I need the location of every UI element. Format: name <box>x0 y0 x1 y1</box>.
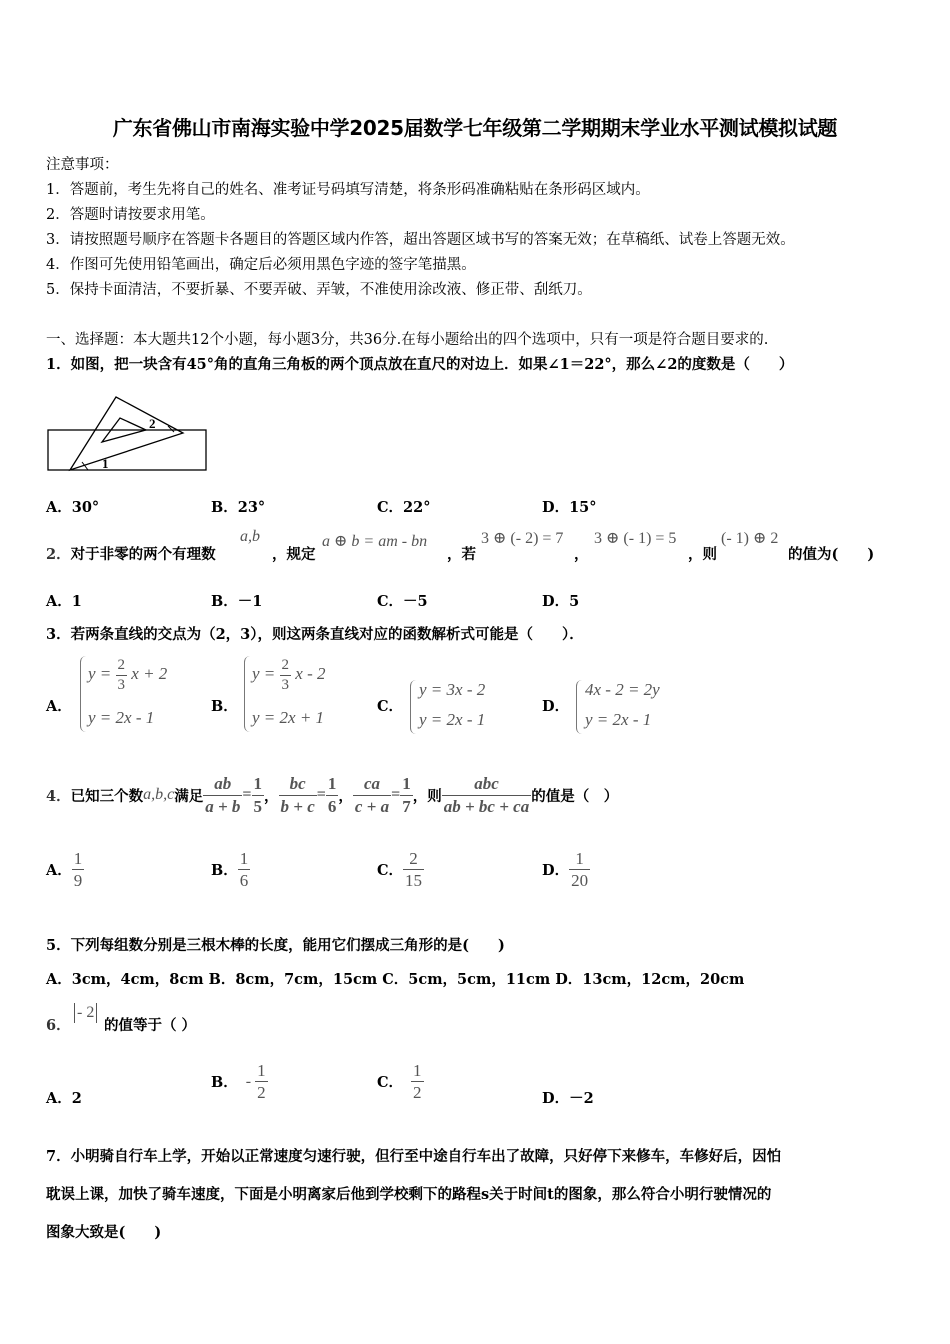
q4-option-d[interactable]: D． $\frac{1}{20}$ <box>542 849 589 891</box>
q3-a-line2: y = 2x - 1 <box>88 708 155 727</box>
triangle-outer <box>70 397 183 470</box>
q1-option-c[interactable]: C．22° <box>377 499 431 516</box>
q7-line-1: 7．小明骑自行车上学，开始以正常速度匀速行驶，但行至中途自行车出了故障，只好停下来修车，车修好后，因怕 <box>46 1148 782 1165</box>
q1-option-a[interactable]: A．30° <box>46 499 100 516</box>
notice-item-2: 2．答题时请按要求用笔。 <box>46 207 215 223</box>
q2-cond2: 3 ⊕ (- 1) = 5 <box>594 530 677 547</box>
q4-stem: 4． 已知三个数 a,b,c 满足 $\frac{ab}{a + b}$ = $\frac{1}{5}$ ， $\frac{bc}{b + c}$ = $\frac{1}{6}$ ， $\frac{ca}{c + a}$ = $\frac{1}{7}$ ，则 $\frac{\text{abc}}{ab + bc + ca}$ 的值是（ ） <box>46 774 619 816</box>
q2-text-3: ，若 <box>447 546 476 563</box>
q3-d-line1: 4x - 2 = 2y <box>585 680 660 699</box>
q6-num: 6． <box>46 1017 71 1034</box>
q2-option-c[interactable]: C．－5 <box>377 593 428 610</box>
q3-d-line2: y = 2x - 1 <box>585 710 652 729</box>
q3-option-d[interactable]: D． <box>542 698 570 715</box>
q4-frac-target: $\frac{\text{abc}}{ab + bc + ca}$ <box>443 774 530 816</box>
q1-figure <box>46 392 211 474</box>
q3-a-line1: y = $\frac{2}{3}$ x + 2 <box>88 657 168 693</box>
brace-c <box>410 680 419 734</box>
q1-stem: 1．如图，把一块含有45°角的直角三角板的两个顶点放在直尺的对边上．如果∠1＝22°，那么∠2的度数是（ ） <box>46 356 794 373</box>
q5-options[interactable]: A．3cm，4cm，8cm B．8cm，7cm，15cm C．5cm，5cm，11cm D．13cm，12cm，20cm <box>46 971 745 988</box>
notice-item-4: 4．作图可先使用铅笔画出，确定后必须用黑色字迹的签字笔描黑。 <box>46 257 476 273</box>
q4-option-a[interactable]: A． $\frac{1}{9}$ <box>46 849 83 891</box>
q1-option-b[interactable]: B．23° <box>211 499 266 516</box>
q2-text-4: ，则 <box>688 546 717 563</box>
q6-option-d[interactable]: D．－2 <box>542 1090 594 1107</box>
q5-stem: 5．下列每组数分别是三根木棒的长度，能用它们摆成三角形的是( ) <box>46 937 505 954</box>
q3-c-line1: y = 3x - 2 <box>419 680 486 699</box>
q2-sep: ， <box>574 546 589 563</box>
q3-option-a[interactable]: A． <box>46 698 72 715</box>
q2-text-5: 的值为( ) <box>788 546 875 563</box>
q2-stem: 2．对于非零的两个有理数 <box>46 546 216 563</box>
q6-abs-expr: - 2 <box>74 1003 97 1023</box>
q3-stem: 3．若两条直线的交点为（2，3），则这两条直线对应的函数解析式可能是（ ）． <box>46 626 584 643</box>
q2-cond1: 3 ⊕ (- 2) = 7 <box>481 530 564 547</box>
q4-option-b[interactable]: B． $\frac{1}{6}$ <box>211 849 249 891</box>
q4-frac-2: $\frac{bc}{b + c}$ <box>280 774 315 816</box>
q2-rule: a ⊕ b = am - bn <box>322 533 428 550</box>
q3-b-line2: y = 2x + 1 <box>252 708 325 727</box>
ruler-shape <box>48 430 206 470</box>
q3-c-line2: y = 2x - 1 <box>419 710 486 729</box>
q6-option-c[interactable]: C． $\frac{1}{2}$ <box>377 1061 422 1103</box>
notice-heading: 注意事项： <box>46 157 119 173</box>
q4-option-c[interactable]: C． $\frac{2}{15}$ <box>377 849 423 891</box>
q2-option-a[interactable]: A．1 <box>46 593 82 610</box>
brace-d <box>576 680 585 734</box>
q3-b-line1: y = $\frac{2}{3}$ x - 2 <box>252 657 326 693</box>
section-heading: 一、选择题：本大题共12个小题，每小题3分，共36分.在每小题给出的四个选项中，只有一项是符合题目要求的. <box>46 332 769 348</box>
page-title: 广东省佛山市南海实验中学2025届数学七年级第二学期期末学业水平测试模拟试题 <box>112 116 838 140</box>
q7-line-3: 图象大致是( ) <box>46 1224 162 1241</box>
q6-option-a[interactable]: A．2 <box>46 1090 82 1107</box>
q2-vars: a,b <box>240 528 260 545</box>
q4-frac-1: $\frac{ab}{a + b}$ <box>205 774 241 816</box>
q4-frac-3: $\frac{ca}{c + a}$ <box>354 774 390 816</box>
q7-line-2: 耽误上课，加快了骑车速度，下面是小明离家后他到学校剩下的路程s关于时间t的图象，那么符合小明行驶情况的 <box>46 1186 772 1203</box>
q1-option-d[interactable]: D．15° <box>542 499 597 516</box>
q2-expr: (- 1) ⊕ 2 <box>721 530 779 547</box>
q2-option-b[interactable]: B．－1 <box>211 593 263 610</box>
q3-option-c[interactable]: C． <box>377 698 404 715</box>
notice-item-5: 5．保持卡面清洁，不要折暴、不要弄破、弄皱，不准使用涂改液、修正带、刮纸刀。 <box>46 282 592 298</box>
fig-label-2: 2 <box>149 416 156 431</box>
q6-text: 的值等于（ ） <box>104 1017 197 1034</box>
fig-label-1: 1 <box>102 456 109 471</box>
q6-option-b[interactable]: B． - $\frac{1}{2}$ <box>211 1061 266 1103</box>
q2-text-2: ，规定 <box>272 546 316 563</box>
notice-item-1: 1．答题前，考生先将自己的姓名、准考证号码填写清楚，将条形码准确粘贴在条形码区域内。 <box>46 182 650 198</box>
q3-option-b[interactable]: B． <box>211 698 238 715</box>
q2-option-d[interactable]: D．5 <box>542 593 580 610</box>
notice-item-3: 3．请按照题号顺序在答题卡各题目的答题区域内作答，超出答题区域书写的答案无效；在草稿纸、试卷上答题无效。 <box>46 232 795 248</box>
